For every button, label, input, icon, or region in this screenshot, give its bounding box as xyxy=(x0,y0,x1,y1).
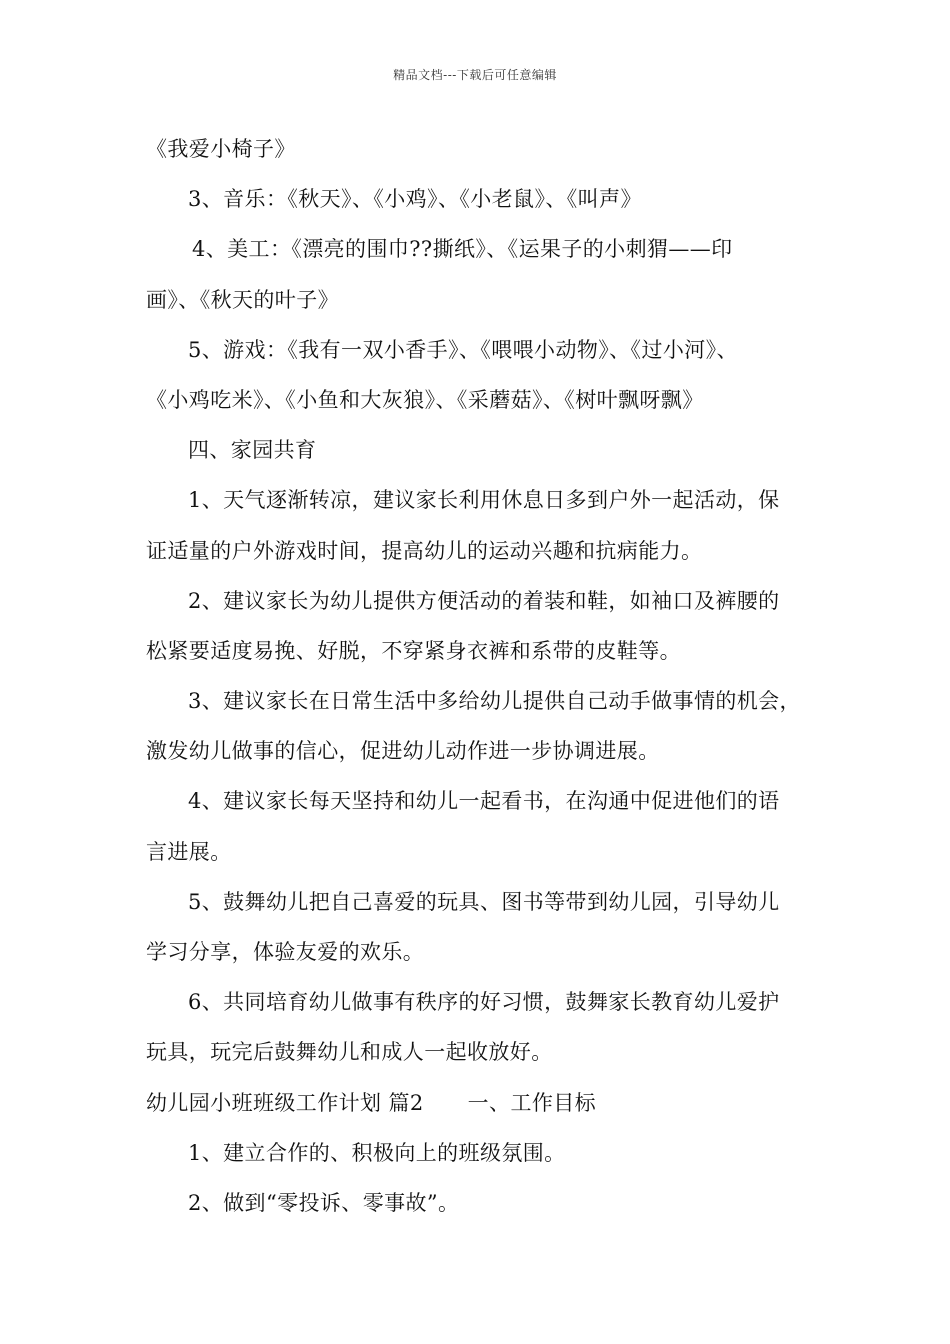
text-line: 松紧要适度易挽、好脱，不穿紧身衣裤和系带的皮鞋等。 xyxy=(146,638,681,663)
text-line: 1、天气逐渐转凉，建议家长利用休息日多到户外一起活动，保 xyxy=(188,488,780,513)
section-subtitle: 一、工作目标 xyxy=(467,1090,597,1115)
text-line: 6、共同培育幼儿做事有秩序的好习惯，鼓舞家长教育幼儿爱护 xyxy=(188,990,780,1015)
text-line: 激发幼儿做事的信心，促进幼儿动作进一步协调进展。 xyxy=(146,739,660,764)
text-line: 3、音乐：《秋天》、《小鸡》、《小老鼠》、《叫声》 xyxy=(188,187,642,212)
section-title-line xyxy=(146,1078,816,1128)
text-line: 4、建议家长每天坚持和幼儿一起看书，在沟通中促进他们的语 xyxy=(188,789,780,814)
section-heading: 四、家园共育 xyxy=(188,438,317,463)
text-line: 《我爱小椅子》 xyxy=(146,137,296,161)
text-line: 2、做到“零投诉、零事故”。 xyxy=(188,1190,460,1215)
section-title: 幼儿园小班班级工作计划 篇2 xyxy=(146,1090,424,1115)
text-line: 2、建议家长为幼儿提供方便活动的着装和鞋，如袖口及裤腰的 xyxy=(188,588,780,613)
text-line: 玩具，玩完后鼓舞幼儿和成人一起收放好。 xyxy=(146,1040,553,1065)
text-line: 5、游戏：《我有一双小香手》、《喂喂小动物》、《过小河》、 xyxy=(188,337,738,362)
page-header: 精品文档---下载后可任意编辑 xyxy=(393,68,557,82)
text-line: 言进展。 xyxy=(146,839,232,864)
text-line: 3、建议家长在日常生活中多给幼儿提供自己动手做事情的机会， xyxy=(188,689,801,714)
text-line: 5、鼓舞幼儿把自己喜爱的玩具、图书等带到幼儿园，引导幼儿 xyxy=(188,889,780,914)
text-line: 画》、《秋天的叶子》 xyxy=(146,287,339,312)
text-line: 证适量的户外游戏时间，提高幼儿的运动兴趣和抗病能力。 xyxy=(146,538,703,563)
text-line: 《小鸡吃米》、《小鱼和大灰狼》、《采蘑菇》、《树叶飘呀飘》 xyxy=(146,387,704,412)
text-line: 4、美工：《漂亮的围巾??撕纸》、《运果子的小刺猬——印 xyxy=(192,237,733,262)
document-body xyxy=(146,124,816,1228)
text-line: 1、建立合作的、积极向上的班级氛围。 xyxy=(188,1140,566,1165)
text-line: 学习分享，体验友爱的欢乐。 xyxy=(146,940,425,964)
